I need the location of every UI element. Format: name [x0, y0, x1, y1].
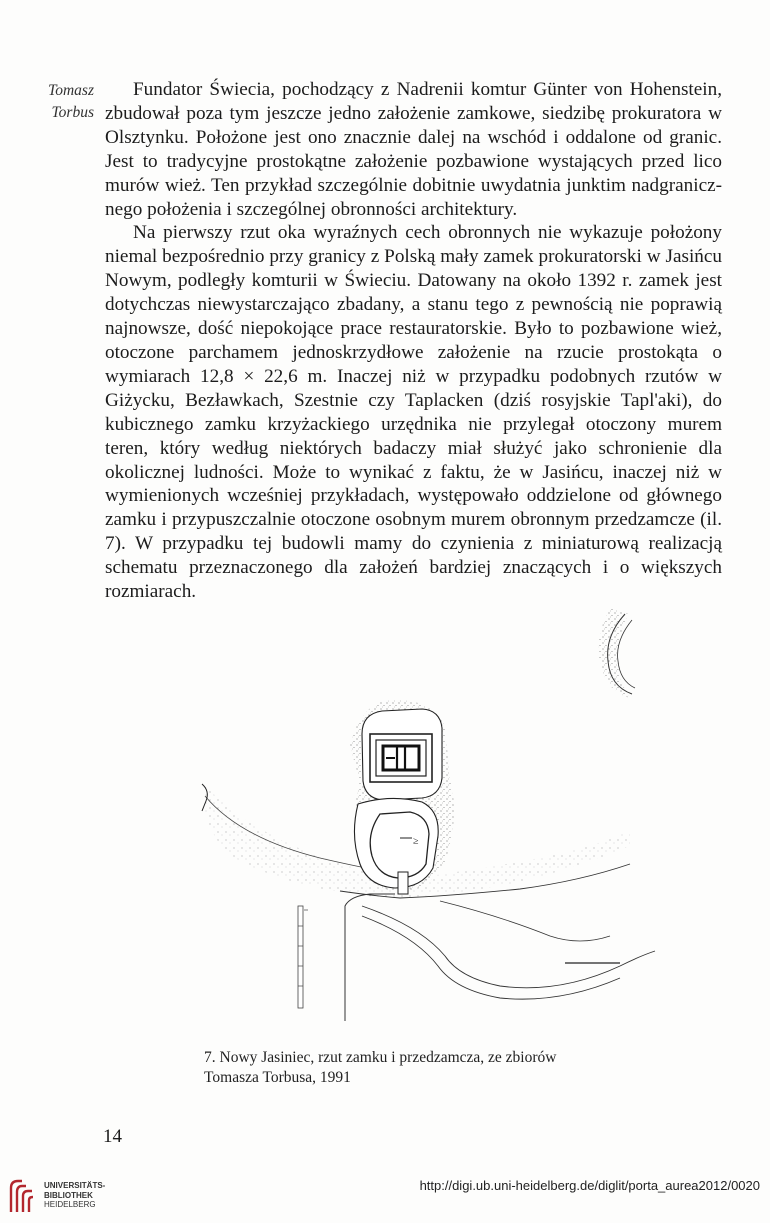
caption-line-1: 7. Nowy Jasiniec, rzut zamku i przedzamcza, ze zbiorów — [204, 1049, 557, 1066]
margin-author-note — [28, 80, 94, 124]
page-number: 14 — [103, 1126, 122, 1147]
castle-plan-figure — [200, 606, 765, 1042]
library-name-line-2: BIBLIOTHEK — [44, 1190, 93, 1200]
author-first-name: Tomasz — [48, 82, 94, 99]
body-text — [105, 78, 722, 604]
scale-bar — [298, 906, 303, 1008]
road-line — [345, 894, 395, 1021]
library-name-line-1: UNIVERSITÄTS- — [44, 1181, 106, 1190]
outer-bailey-island — [354, 798, 438, 888]
library-name — [44, 1181, 105, 1210]
south-bridge — [398, 872, 408, 894]
footer-bar — [0, 1168, 770, 1223]
source-url-link[interactable]: http://digi.ub.uni-heidelberg.de/diglit/porta_aurea2012/0020 — [419, 1178, 760, 1193]
caption-line-2: Tomasza Torbusa, 1991 — [204, 1069, 351, 1086]
northeast-shore — [599, 608, 630, 698]
paragraph-1: Fundator Świecia, pochodzący z Nadrenii komtur Günter von Hohenstein, zbudował poza tym jeszcze jedno założenie zamkowe, siedzibę prokuratora w Olsztynku. Położone jest ono znacznie dalej na wschód i oddalone od granic. Jest to tradycyjne prostokątne założenie pozbawione wystających przed lico murów wież. Ten przykład szczególnie dobitnie uwydatnia junktim nadgranicznego położenia i szczególnej obronności architektury. — [105, 79, 722, 220]
figure-caption — [204, 1048, 624, 1088]
castle-plan-drawing — [200, 606, 765, 1042]
svg-text:≥: ≥ — [413, 836, 419, 847]
library-name-line-3: HEIDELBERG — [44, 1200, 96, 1209]
library-emblem-icon — [8, 1178, 36, 1214]
university-library-logo[interactable] — [8, 1178, 118, 1214]
author-last-name: Torbus — [51, 104, 94, 121]
paragraph-2: Na pierwszy rzut oka wyraźnych cech obronnych nie wykazuje położony niemal bezpośrednio przy granicy z Polską mały zamek prokuratorski w Jasińcu Nowym, podległy komturii w Świeciu. Datowany na około 1392 r. zamek jest dotychczas niewystarczająco zbadany, a stanu tego z pewnością nie poprawią najnowsze, dość niepokojące prace restauratorskie. Było to pozbawione wież, otoczone parchamem jednoskrzydłowe założenie na rzucie prostokąta o wymiarach 12,8 × 22,6 m. Inaczej niż w przypadku podobnych rzutów w Giżycku, Bezławkach, Szestnie czy Taplacken (dziś rosyjskie Tapl'aki), do kubicznego zamku krzyżackiego urzędnika nie przylegał otoczony murem teren, który według niektórych badaczy miał służyć jako schronienie dla okolicznej ludności. Może to wynikać z faktu, że w Jasińcu, inaczej niż w wymienionych wcześniej przykładach, występowało oddzielone od głównego zamku i przypuszczalnie otoczone osobnym murem obronnym przedzamcze (il. 7). W przypadku tej budowli mamy do czynienia z miniaturową realizacją schematu przeznaczonego dla założeń bardziej znaczących i o większych rozmiarach. — [105, 222, 722, 603]
